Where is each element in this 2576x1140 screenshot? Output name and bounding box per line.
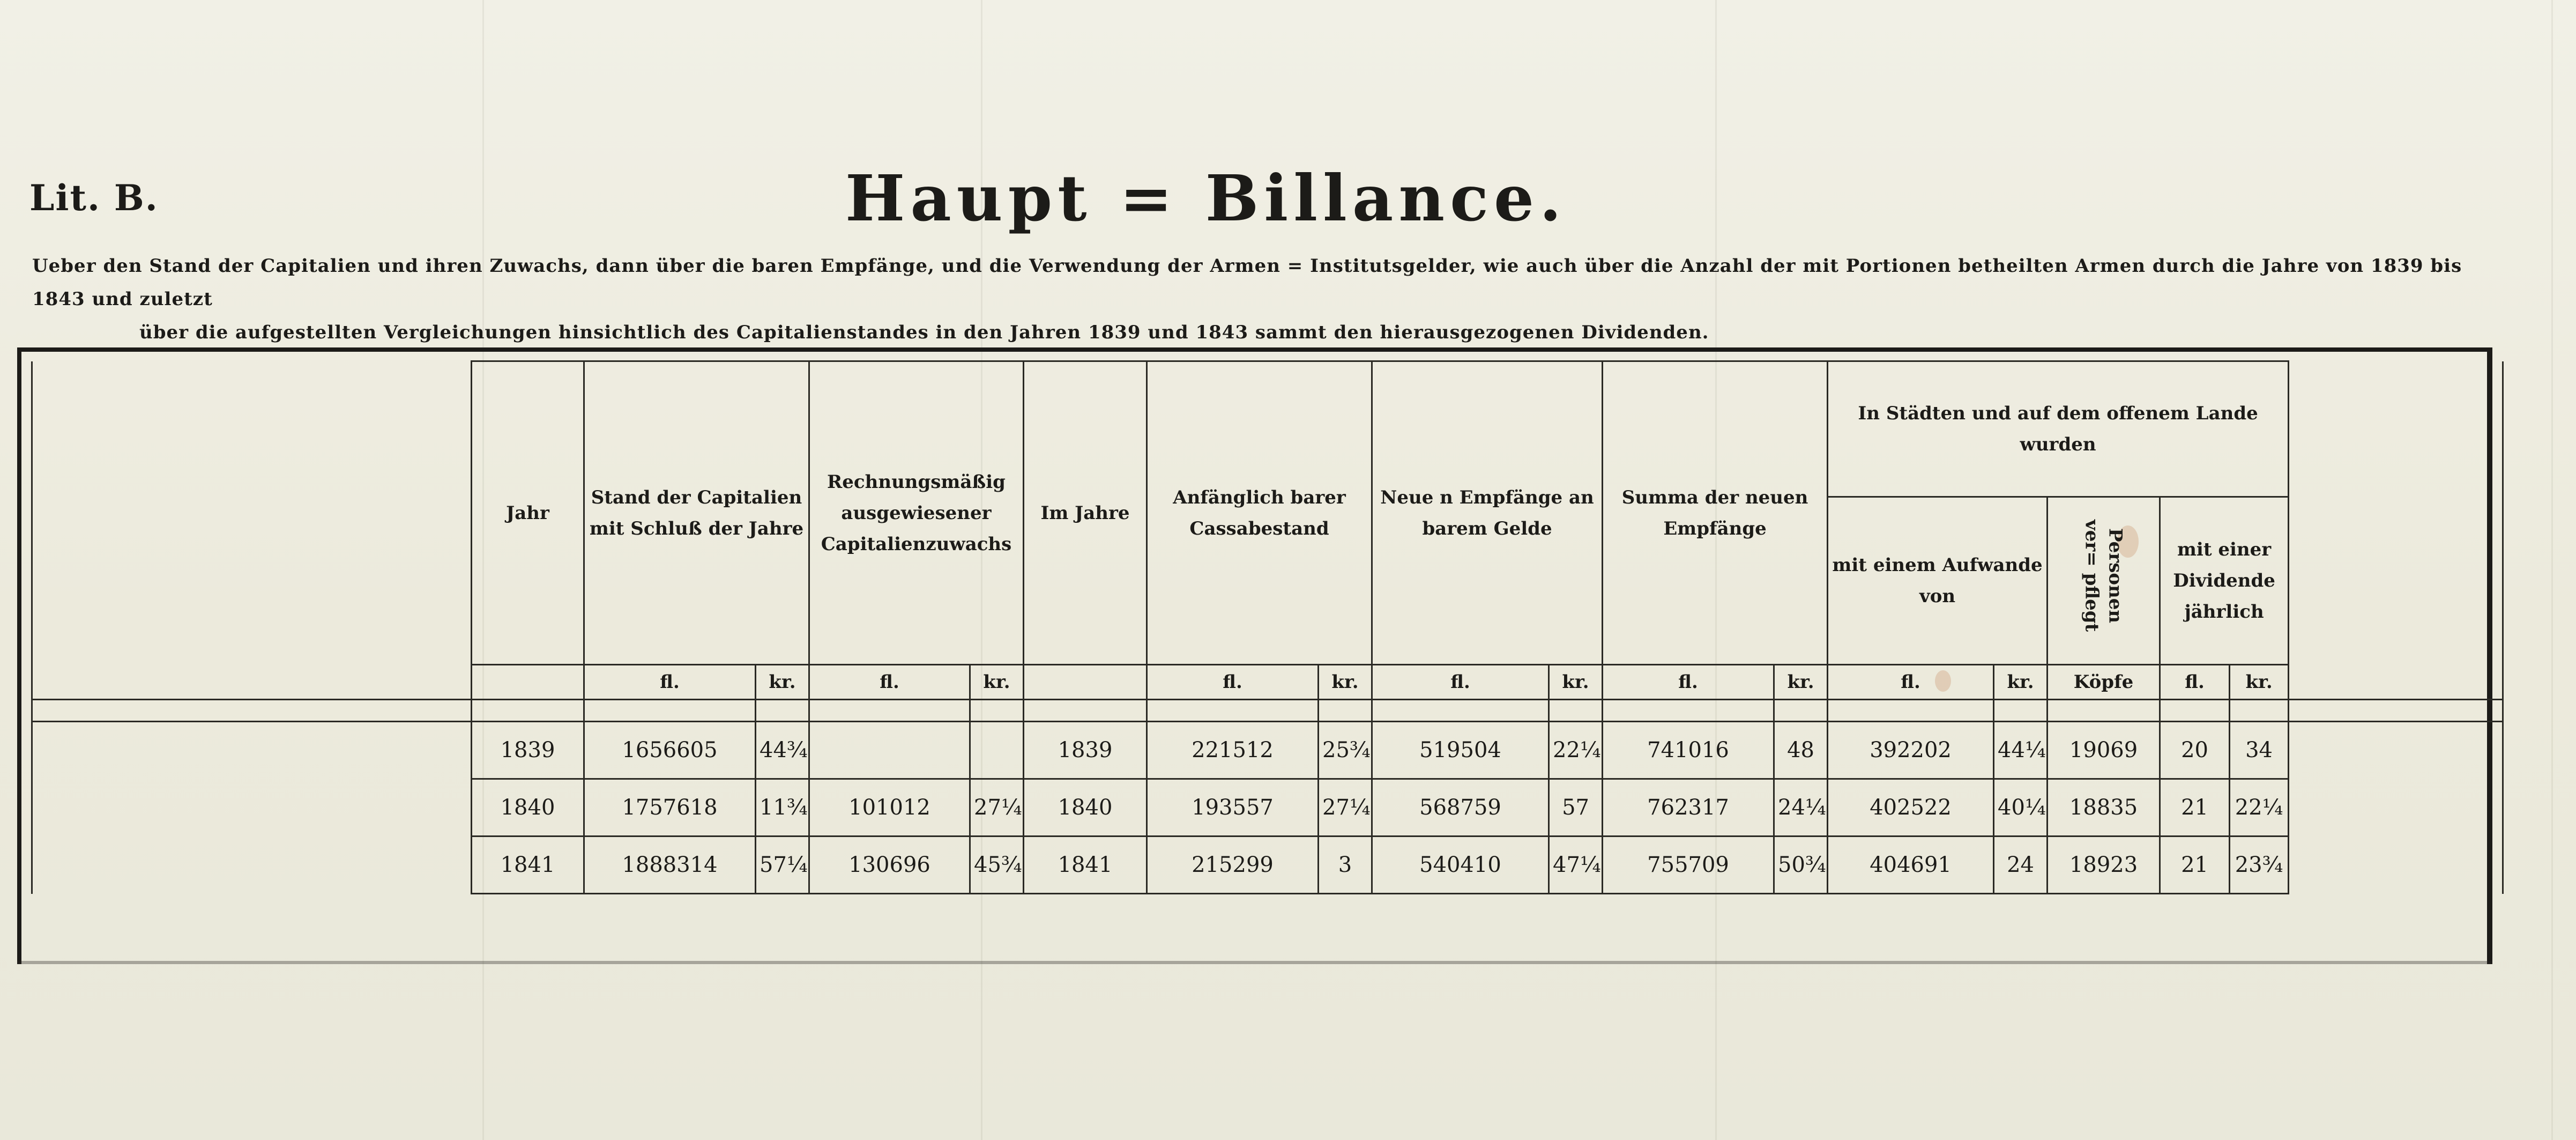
col-header-im-jahre: Im Jahre — [1024, 361, 1147, 665]
faded-cell — [32, 722, 472, 779]
col-header-aufwand: mit einem Aufwande von — [1828, 497, 2048, 665]
cell-stand-kr: 44¾ — [756, 722, 809, 779]
cell-im-jahre: 1841 — [1024, 837, 1147, 894]
faded-cell — [32, 779, 472, 837]
unit-koepfe: Köpfe — [2048, 665, 2160, 700]
col-header-personen — [2048, 497, 2160, 665]
faded-cell — [2289, 837, 2503, 894]
unit-stand-fl: fl. — [584, 665, 756, 700]
col-header-stand: Stand der Capitalien mit Schluß der Jahre — [584, 361, 809, 665]
units-row — [32, 665, 2503, 700]
bilance-table — [31, 360, 2504, 894]
header-row-top — [32, 361, 2503, 497]
cell-aufw-fl: 392202 — [1828, 722, 1994, 779]
cell-stand-fl: 1757618 — [584, 779, 756, 837]
cell-anf-fl: 215299 — [1147, 837, 1319, 894]
col-header-dividende: mit einer Dividende jährlich — [2160, 497, 2289, 665]
cell-div-fl: 20 — [2160, 722, 2230, 779]
cell-anf-fl: 193557 — [1147, 779, 1319, 837]
cell-div-fl: 21 — [2160, 837, 2230, 894]
cell-jahr: 1839 — [472, 722, 584, 779]
unit-anf-fl: fl. — [1147, 665, 1319, 700]
unit-anf-kr: kr. — [1319, 665, 1372, 700]
cell-neue-kr: 57 — [1549, 779, 1603, 837]
subtitle-line-1: Ueber den Stand der Capitalien und ihren Zuwachs, dann über die baren Empfänge, und die Verwendung der Armen = Institutsgelder, wie auch über die Anzahl der mit Portionen betheilten Armen durch die Jahre von 1839 bis 1843 und zuletzt — [32, 255, 2462, 310]
cell-jahr: 1840 — [472, 779, 584, 837]
col-header-anfaenglich: Anfänglich barer Cassabestand — [1147, 361, 1372, 665]
col-header-summa: Summa der neuen Empfänge — [1603, 361, 1828, 665]
cell-aufw-kr: 40¼ — [1994, 779, 2048, 837]
cell-anf-kr: 3 — [1319, 837, 1372, 894]
cell-koepfe: 18923 — [2048, 837, 2160, 894]
cell-neue-kr: 22¼ — [1549, 722, 1603, 779]
cell-im-jahre: 1839 — [1024, 722, 1147, 779]
cell-stand-kr: 57¼ — [756, 837, 809, 894]
table-row — [32, 779, 2503, 837]
unit-div-kr: kr. — [2230, 665, 2289, 700]
table-spacer — [32, 700, 2503, 722]
cell-stand-fl: 1888314 — [584, 837, 756, 894]
col-header-staedte: In Städten und auf dem offenem Lande wurden — [1828, 361, 2289, 497]
cell-neue-kr: 47¼ — [1549, 837, 1603, 894]
unit-aufw-fl: fl. — [1828, 665, 1994, 700]
col-header-jahr: Jahr — [472, 361, 584, 665]
cell-div-kr: 22¼ — [2230, 779, 2289, 837]
unit-im-jahre — [1024, 665, 1147, 700]
faded-right-section — [2289, 361, 2503, 665]
unit-stand-kr: kr. — [756, 665, 809, 700]
faded-cell — [32, 837, 472, 894]
cell-aufw-kr: 44¼ — [1994, 722, 2048, 779]
unit-div-fl: fl. — [2160, 665, 2230, 700]
units-empty — [32, 665, 472, 700]
cell-rech-fl: 130696 — [809, 837, 970, 894]
cell-summa-kr: 50¾ — [1774, 837, 1828, 894]
faded-cell — [2289, 722, 2503, 779]
cell-stand-fl: 1656605 — [584, 722, 756, 779]
cell-koepfe: 18835 — [2048, 779, 2160, 837]
cell-summa-kr: 24¼ — [1774, 779, 1828, 837]
page-subtitle — [32, 249, 2498, 349]
unit-neue-kr: kr. — [1549, 665, 1603, 700]
cell-div-kr: 34 — [2230, 722, 2289, 779]
cell-stand-kr: 11¾ — [756, 779, 809, 837]
page-title: Haupt = Billance. — [845, 161, 1567, 235]
cell-anf-fl: 221512 — [1147, 722, 1319, 779]
cell-div-fl: 21 — [2160, 779, 2230, 837]
cell-neue-fl: 519504 — [1372, 722, 1549, 779]
unit-rech-fl: fl. — [809, 665, 970, 700]
cell-div-kr: 23¾ — [2230, 837, 2289, 894]
cell-rech-kr: 27¼ — [970, 779, 1024, 837]
cell-koepfe: 19069 — [2048, 722, 2160, 779]
faded-left-section — [32, 361, 472, 665]
unit-summa-fl: fl. — [1603, 665, 1774, 700]
cell-rech-kr: 45¾ — [970, 837, 1024, 894]
col-header-neue: Neue n Empfänge an barem Gelde — [1372, 361, 1603, 665]
faded-cell — [2289, 779, 2503, 837]
unit-aufw-kr: kr. — [1994, 665, 2048, 700]
cell-aufw-fl: 402522 — [1828, 779, 1994, 837]
cell-anf-kr: 25¾ — [1319, 722, 1372, 779]
cell-rech-fl — [809, 722, 970, 779]
cell-neue-fl: 540410 — [1372, 837, 1549, 894]
unit-jahr — [472, 665, 584, 700]
units-empty-right — [2289, 665, 2503, 700]
cell-summa-fl: 741016 — [1603, 722, 1774, 779]
cell-jahr: 1841 — [472, 837, 584, 894]
cell-im-jahre: 1840 — [1024, 779, 1147, 837]
cell-summa-fl: 762317 — [1603, 779, 1774, 837]
col-header-personen-text: Personen ver= pflegt — [2081, 520, 2126, 632]
cell-aufw-kr: 24 — [1994, 837, 2048, 894]
table-row — [32, 837, 2503, 894]
cell-neue-fl: 568759 — [1372, 779, 1549, 837]
cell-summa-fl: 755709 — [1603, 837, 1774, 894]
unit-neue-fl: fl. — [1372, 665, 1549, 700]
unit-rech-kr: kr. — [970, 665, 1024, 700]
cell-rech-fl: 101012 — [809, 779, 970, 837]
lit-label: Lit. B. — [29, 177, 159, 219]
cell-anf-kr: 27¼ — [1319, 779, 1372, 837]
paper-fold — [2551, 0, 2553, 1140]
cell-summa-kr: 48 — [1774, 722, 1828, 779]
unit-summa-kr: kr. — [1774, 665, 1828, 700]
table-bottom-edge — [17, 961, 2492, 964]
table-row — [32, 722, 2503, 779]
cell-rech-kr — [970, 722, 1024, 779]
subtitle-line-2: über die aufgestellten Vergleichungen hinsichtlich des Capitalienstandes in den Jahren 1839 und 1843 sammt den hierausgezogenen Dividenden. — [139, 322, 1709, 343]
col-header-rechnung: Rechnungsmäßig ausgewiesener Capitalienzuwachs — [809, 361, 1024, 665]
cell-aufw-fl: 404691 — [1828, 837, 1994, 894]
